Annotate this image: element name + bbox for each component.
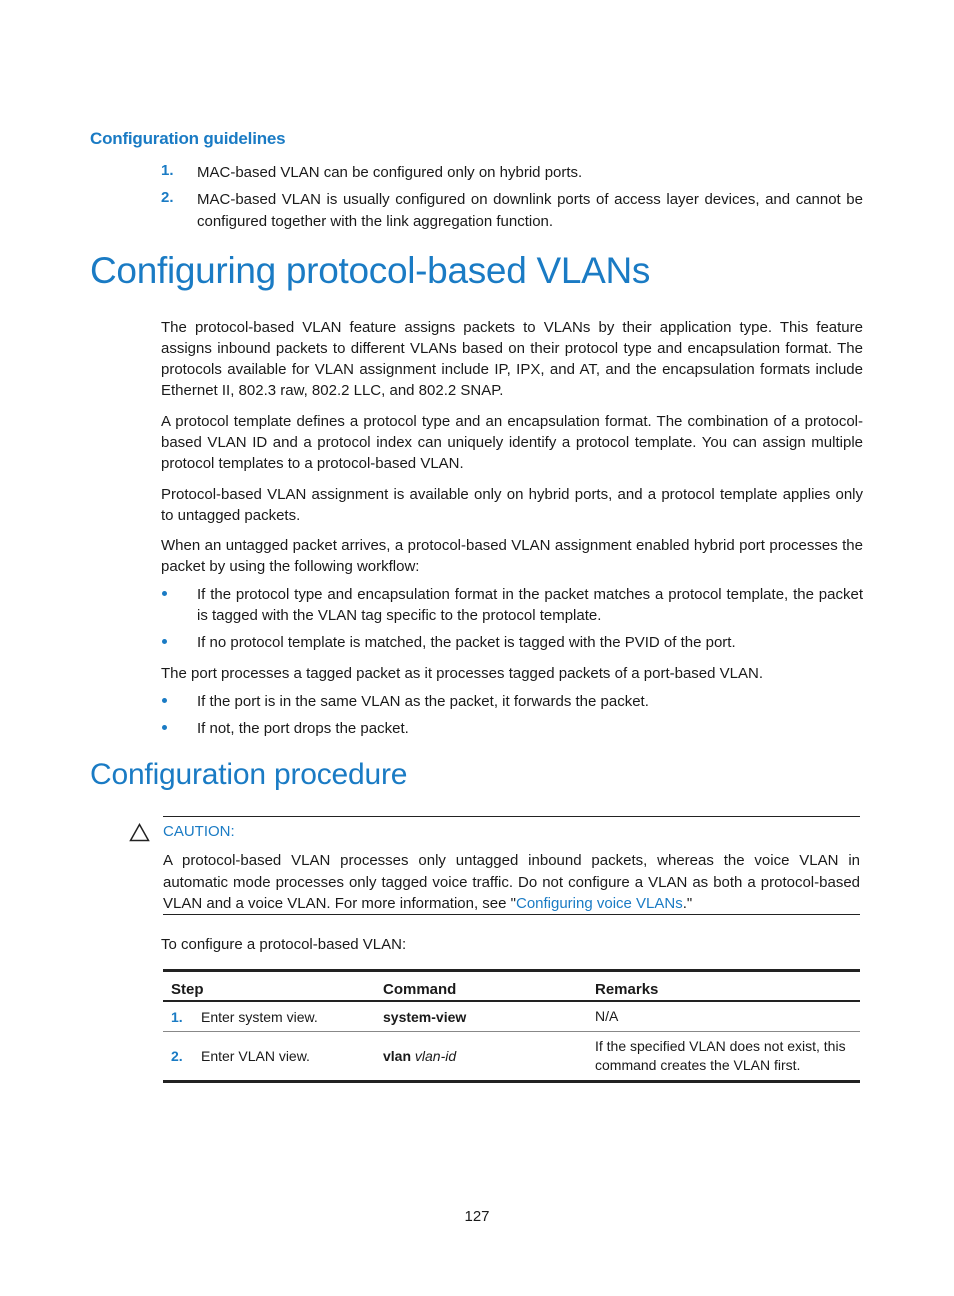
- steps-table: [163, 969, 860, 1083]
- bullet-icon: [161, 722, 171, 732]
- caution-top-rule: [163, 816, 860, 817]
- step-number: 1.: [171, 1008, 183, 1025]
- caution-text-end: .": [682, 895, 693, 912]
- command-cell: [375, 1032, 587, 1082]
- caution-bottom-rule: [163, 914, 860, 915]
- table-row: [163, 1032, 860, 1082]
- caution-text-body: A protocol-based VLAN processes only untagged inbound packets, whereas the voice VLAN in automatic mode processes only tagged voice traffic. Do not configure a VLAN as both a protocol-based VLAN and a voice VLAN. For more information, see ": [163, 852, 860, 912]
- guidelines-heading: Configuration guidelines: [90, 129, 286, 148]
- bullet-icon: [161, 588, 171, 598]
- column-header-step: Step: [163, 971, 375, 1002]
- paragraph: The port processes a tagged packet as it processes tagged packets of a port-based VLAN.: [161, 665, 764, 682]
- bullet-icon: [161, 636, 171, 646]
- list-item: MAC-based VLAN is usually configured on downlink ports of access layer devices, and cannot be configured together with the link aggregation function.: [197, 191, 863, 230]
- list-item: If no protocol template is matched, the packet is tagged with the PVID of the port.: [197, 634, 736, 651]
- list-item: If the protocol type and encapsulation format in the packet matches a protocol template, the packet is tagged with the VLAN tag specific to the protocol template.: [197, 586, 863, 624]
- list-item: MAC-based VLAN can be configured only on hybrid ports.: [197, 164, 583, 181]
- command-keyword: vlan: [383, 1048, 412, 1064]
- page-title: Configuring protocol-based VLANs: [90, 250, 651, 291]
- table-header-row: [163, 971, 860, 1002]
- step-cell: [163, 1001, 375, 1032]
- remarks-cell: If the specified VLAN does not exist, this command creates the VLAN first.: [587, 1032, 860, 1082]
- caution-label: CAUTION:: [163, 823, 235, 840]
- step-number: 2.: [171, 1048, 183, 1064]
- paragraph: A protocol template defines a protocol type and an encapsulation format. The combination of a protocol-based VLAN ID and a protocol index can uniquely identify a protocol template. You can assign multiple protocol templates to a protocol-based VLAN.: [161, 413, 863, 472]
- caution-text: [163, 850, 860, 915]
- paragraph: The protocol-based VLAN feature assigns packets to VLANs by their application type. This feature assigns inbound packets to different VLANs based on their protocol type and encapsulation format. The protocols available for VLAN assignment include IP, IPX, and AT, and the encapsulation formats include Ethernet II, 802.3 raw, 802.2 LLC, and 802.2 SNAP.: [161, 319, 863, 399]
- page-number: 127: [464, 1208, 490, 1225]
- step-cell: [163, 1032, 375, 1082]
- remarks-cell: N/A: [587, 1001, 860, 1032]
- list-item: If not, the port drops the packet.: [197, 720, 409, 737]
- step-text: Enter VLAN view.: [201, 1048, 310, 1064]
- column-header-remarks: Remarks: [587, 971, 860, 1002]
- list-number: 1.: [161, 162, 174, 179]
- list-number: 2.: [161, 189, 174, 206]
- section-heading: Configuration procedure: [90, 758, 408, 791]
- command-argument: vlan-id: [414, 1048, 457, 1064]
- paragraph: When an untagged packet arrives, a protocol-based VLAN assignment enabled hybrid port processes the packet by using the following workflow:: [161, 537, 863, 575]
- list-item: If the port is in the same VLAN as the packet, it forwards the packet.: [197, 693, 649, 710]
- table-intro: To configure a protocol-based VLAN:: [161, 936, 407, 953]
- configuring-voice-vlans-link[interactable]: Configuring voice VLANs: [515, 895, 683, 912]
- warning-triangle-icon: [129, 823, 150, 842]
- bullet-icon: [161, 695, 171, 705]
- table-row: [163, 1001, 860, 1032]
- column-header-command: Command: [375, 971, 587, 1002]
- paragraph: Protocol-based VLAN assignment is available only on hybrid ports, and a protocol template applies only to untagged packets.: [161, 486, 863, 524]
- command-cell: [375, 1001, 587, 1032]
- step-text: Enter system view.: [201, 1008, 318, 1025]
- command-keyword: system-view: [383, 1008, 467, 1025]
